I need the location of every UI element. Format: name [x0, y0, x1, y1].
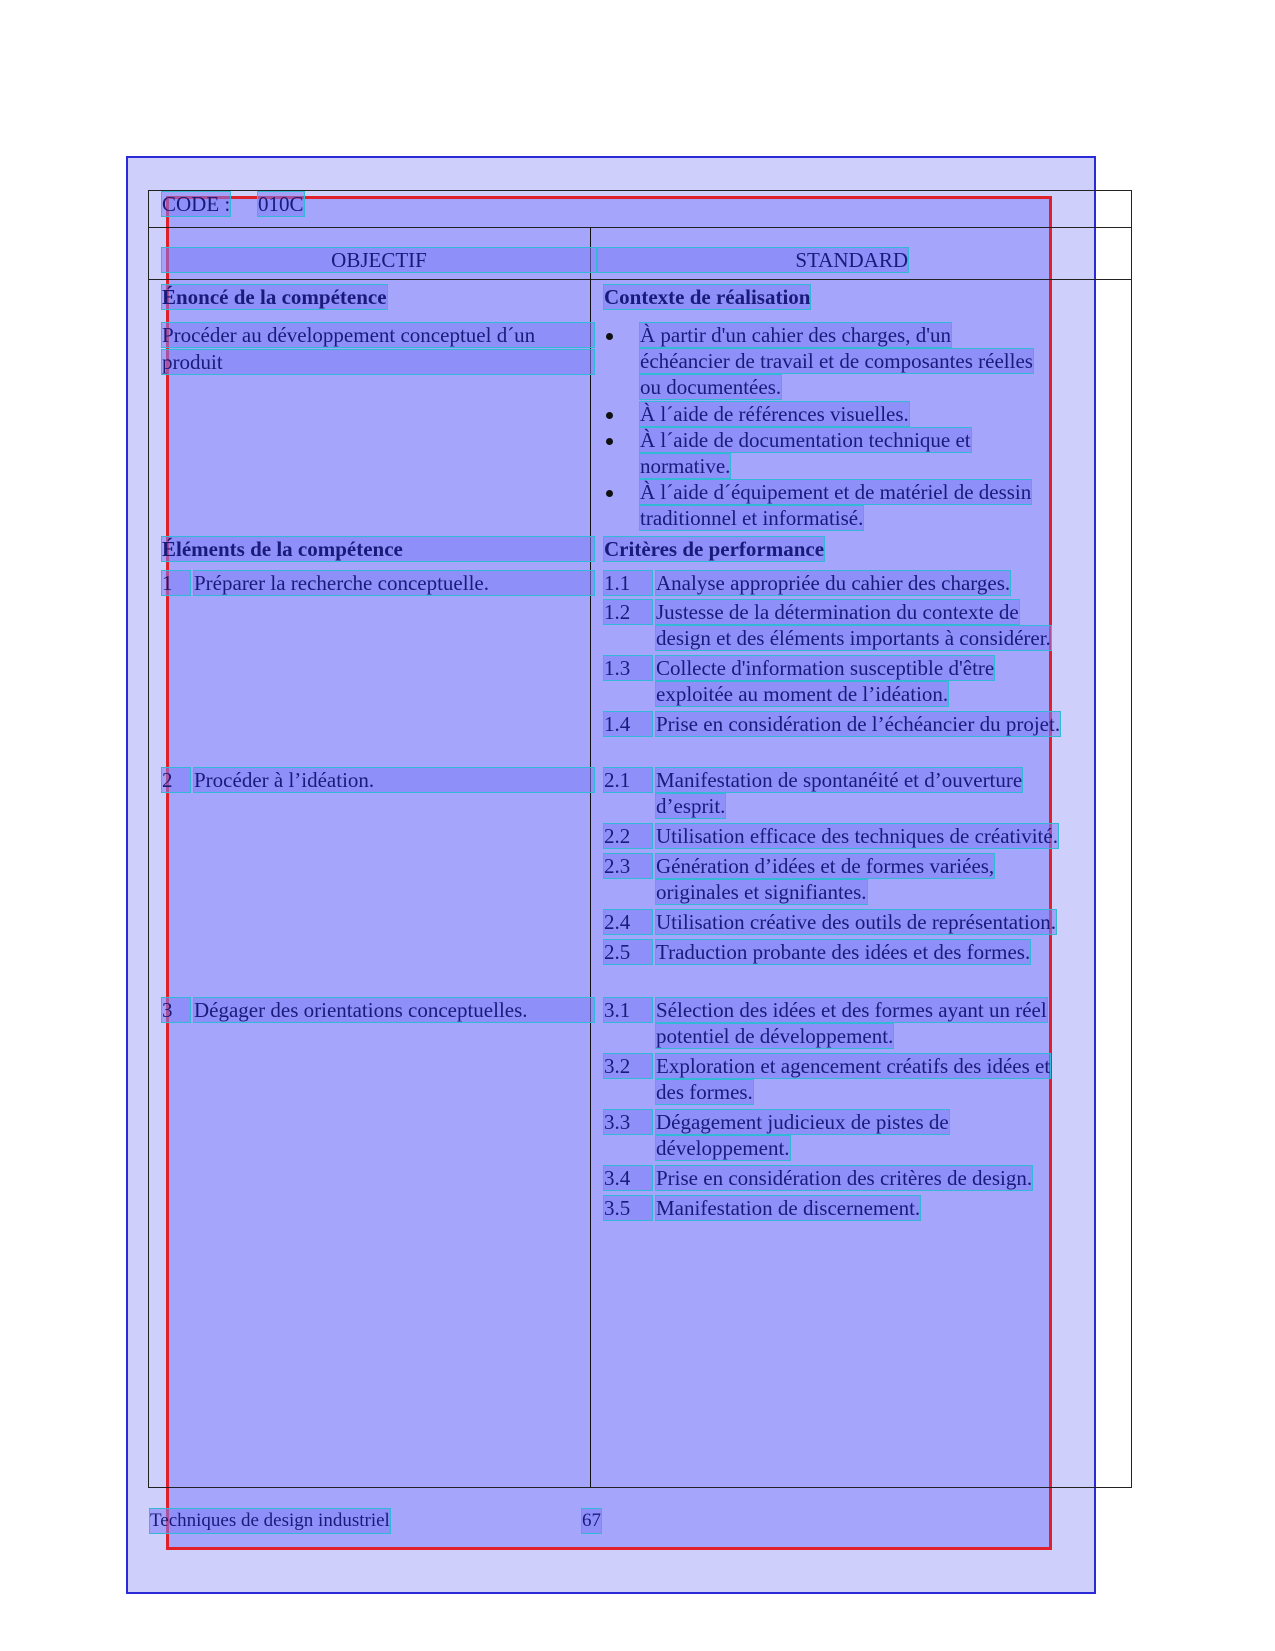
criterion-number: 1.4 — [604, 712, 652, 736]
criterion-line: originales et signifiantes. — [656, 880, 867, 904]
criterion-number: 2.4 — [604, 910, 652, 934]
statement-heading: Énoncé de la compétence — [162, 285, 387, 309]
criterion-line: design et des éléments importants à considérer. — [656, 626, 1051, 650]
context-line: normative. — [640, 454, 731, 478]
criterion-number: 1.2 — [604, 600, 652, 624]
criterion-line: exploitée au moment de l’idéation. — [656, 682, 949, 706]
footer-program: Techniques de design industriel — [150, 1510, 390, 1531]
context-line: À l´aide de références visuelles. — [640, 402, 909, 426]
criterion-line: Traduction probante des idées et des formes. — [656, 940, 1031, 964]
criteria-heading: Critères de performance — [604, 537, 825, 561]
criterion-line: Dégagement judicieux de pistes de — [656, 1110, 949, 1134]
code-label: CODE : — [162, 192, 231, 216]
criterion-number: 3.2 — [604, 1054, 652, 1078]
criterion-line: Exploration et agencement créatifs des idées et — [656, 1054, 1051, 1078]
column-divider — [590, 227, 591, 1487]
criterion-number: 3.3 — [604, 1110, 652, 1134]
context-line: traditionnel et informatisé. — [640, 506, 864, 530]
criterion-line: développement. — [656, 1136, 790, 1160]
criterion-line: Analyse appropriée du cahier des charges. — [656, 571, 1011, 595]
criterion-number: 1.1 — [604, 571, 652, 595]
criterion-line: Prise en considération de l’échéancier du projet. — [656, 712, 1061, 736]
element-number: 3 — [162, 998, 190, 1022]
criterion-line: Sélection des idées et des formes ayant un réel — [656, 998, 1047, 1022]
criterion-number: 2.3 — [604, 854, 652, 878]
criterion-number: 2.5 — [604, 940, 652, 964]
statement-line: Procéder au développement conceptuel d´un — [162, 323, 594, 347]
header-divider — [149, 227, 1131, 228]
criterion-line: Collecte d'information susceptible d'être — [656, 656, 995, 680]
statement-line: produit — [162, 350, 594, 374]
criterion-number: 1.3 — [604, 656, 652, 680]
bullet-icon — [606, 490, 613, 497]
page-number: 67 — [582, 1510, 601, 1531]
context-line: échéancier de travail et de composantes réelles — [640, 349, 1033, 373]
criterion-number: 3.5 — [604, 1196, 652, 1220]
code-value: 010C — [258, 192, 304, 216]
criterion-line: Utilisation efficace des techniques de créativité. — [656, 824, 1058, 848]
element-number: 1 — [162, 571, 190, 595]
criterion-number: 2.2 — [604, 824, 652, 848]
criterion-line: potentiel de développement. — [656, 1024, 894, 1048]
criterion-line: Génération d’idées et de formes variées, — [656, 854, 995, 878]
criterion-number: 2.1 — [604, 768, 652, 792]
context-line: ou documentées. — [640, 375, 782, 399]
elements-heading: Éléments de la compétence — [162, 537, 594, 561]
bullet-icon — [606, 412, 613, 419]
criterion-line: Manifestation de spontanéité et d’ouverture — [656, 768, 1023, 792]
context-line: À l´aide d´équipement et de matériel de dessin — [640, 480, 1032, 504]
objective-column-header: OBJECTIF — [162, 248, 596, 272]
criterion-line: Manifestation de discernement. — [656, 1196, 921, 1220]
standard-column-header: STANDARD — [598, 248, 908, 272]
criterion-line: d’esprit. — [656, 794, 726, 818]
criterion-line: Justesse de la détermination du contexte de — [656, 600, 1019, 624]
criterion-number: 3.4 — [604, 1166, 652, 1190]
element-text: Préparer la recherche conceptuelle. — [194, 571, 594, 595]
context-heading: Contexte de réalisation — [604, 285, 811, 309]
bullet-icon — [606, 438, 613, 445]
context-line: À l´aide de documentation technique et — [640, 428, 971, 452]
element-number: 2 — [162, 768, 190, 792]
criterion-line: Prise en considération des critères de design. — [656, 1166, 1033, 1190]
criterion-number: 3.1 — [604, 998, 652, 1022]
element-text: Procéder à l’idéation. — [194, 768, 594, 792]
context-line: À partir d'un cahier des charges, d'un — [640, 323, 951, 347]
column-header-divider — [149, 279, 1131, 280]
bullet-icon — [606, 333, 613, 340]
criterion-line: des formes. — [656, 1080, 753, 1104]
criterion-line: Utilisation créative des outils de représentation. — [656, 910, 1057, 934]
element-text: Dégager des orientations conceptuelles. — [194, 998, 594, 1022]
